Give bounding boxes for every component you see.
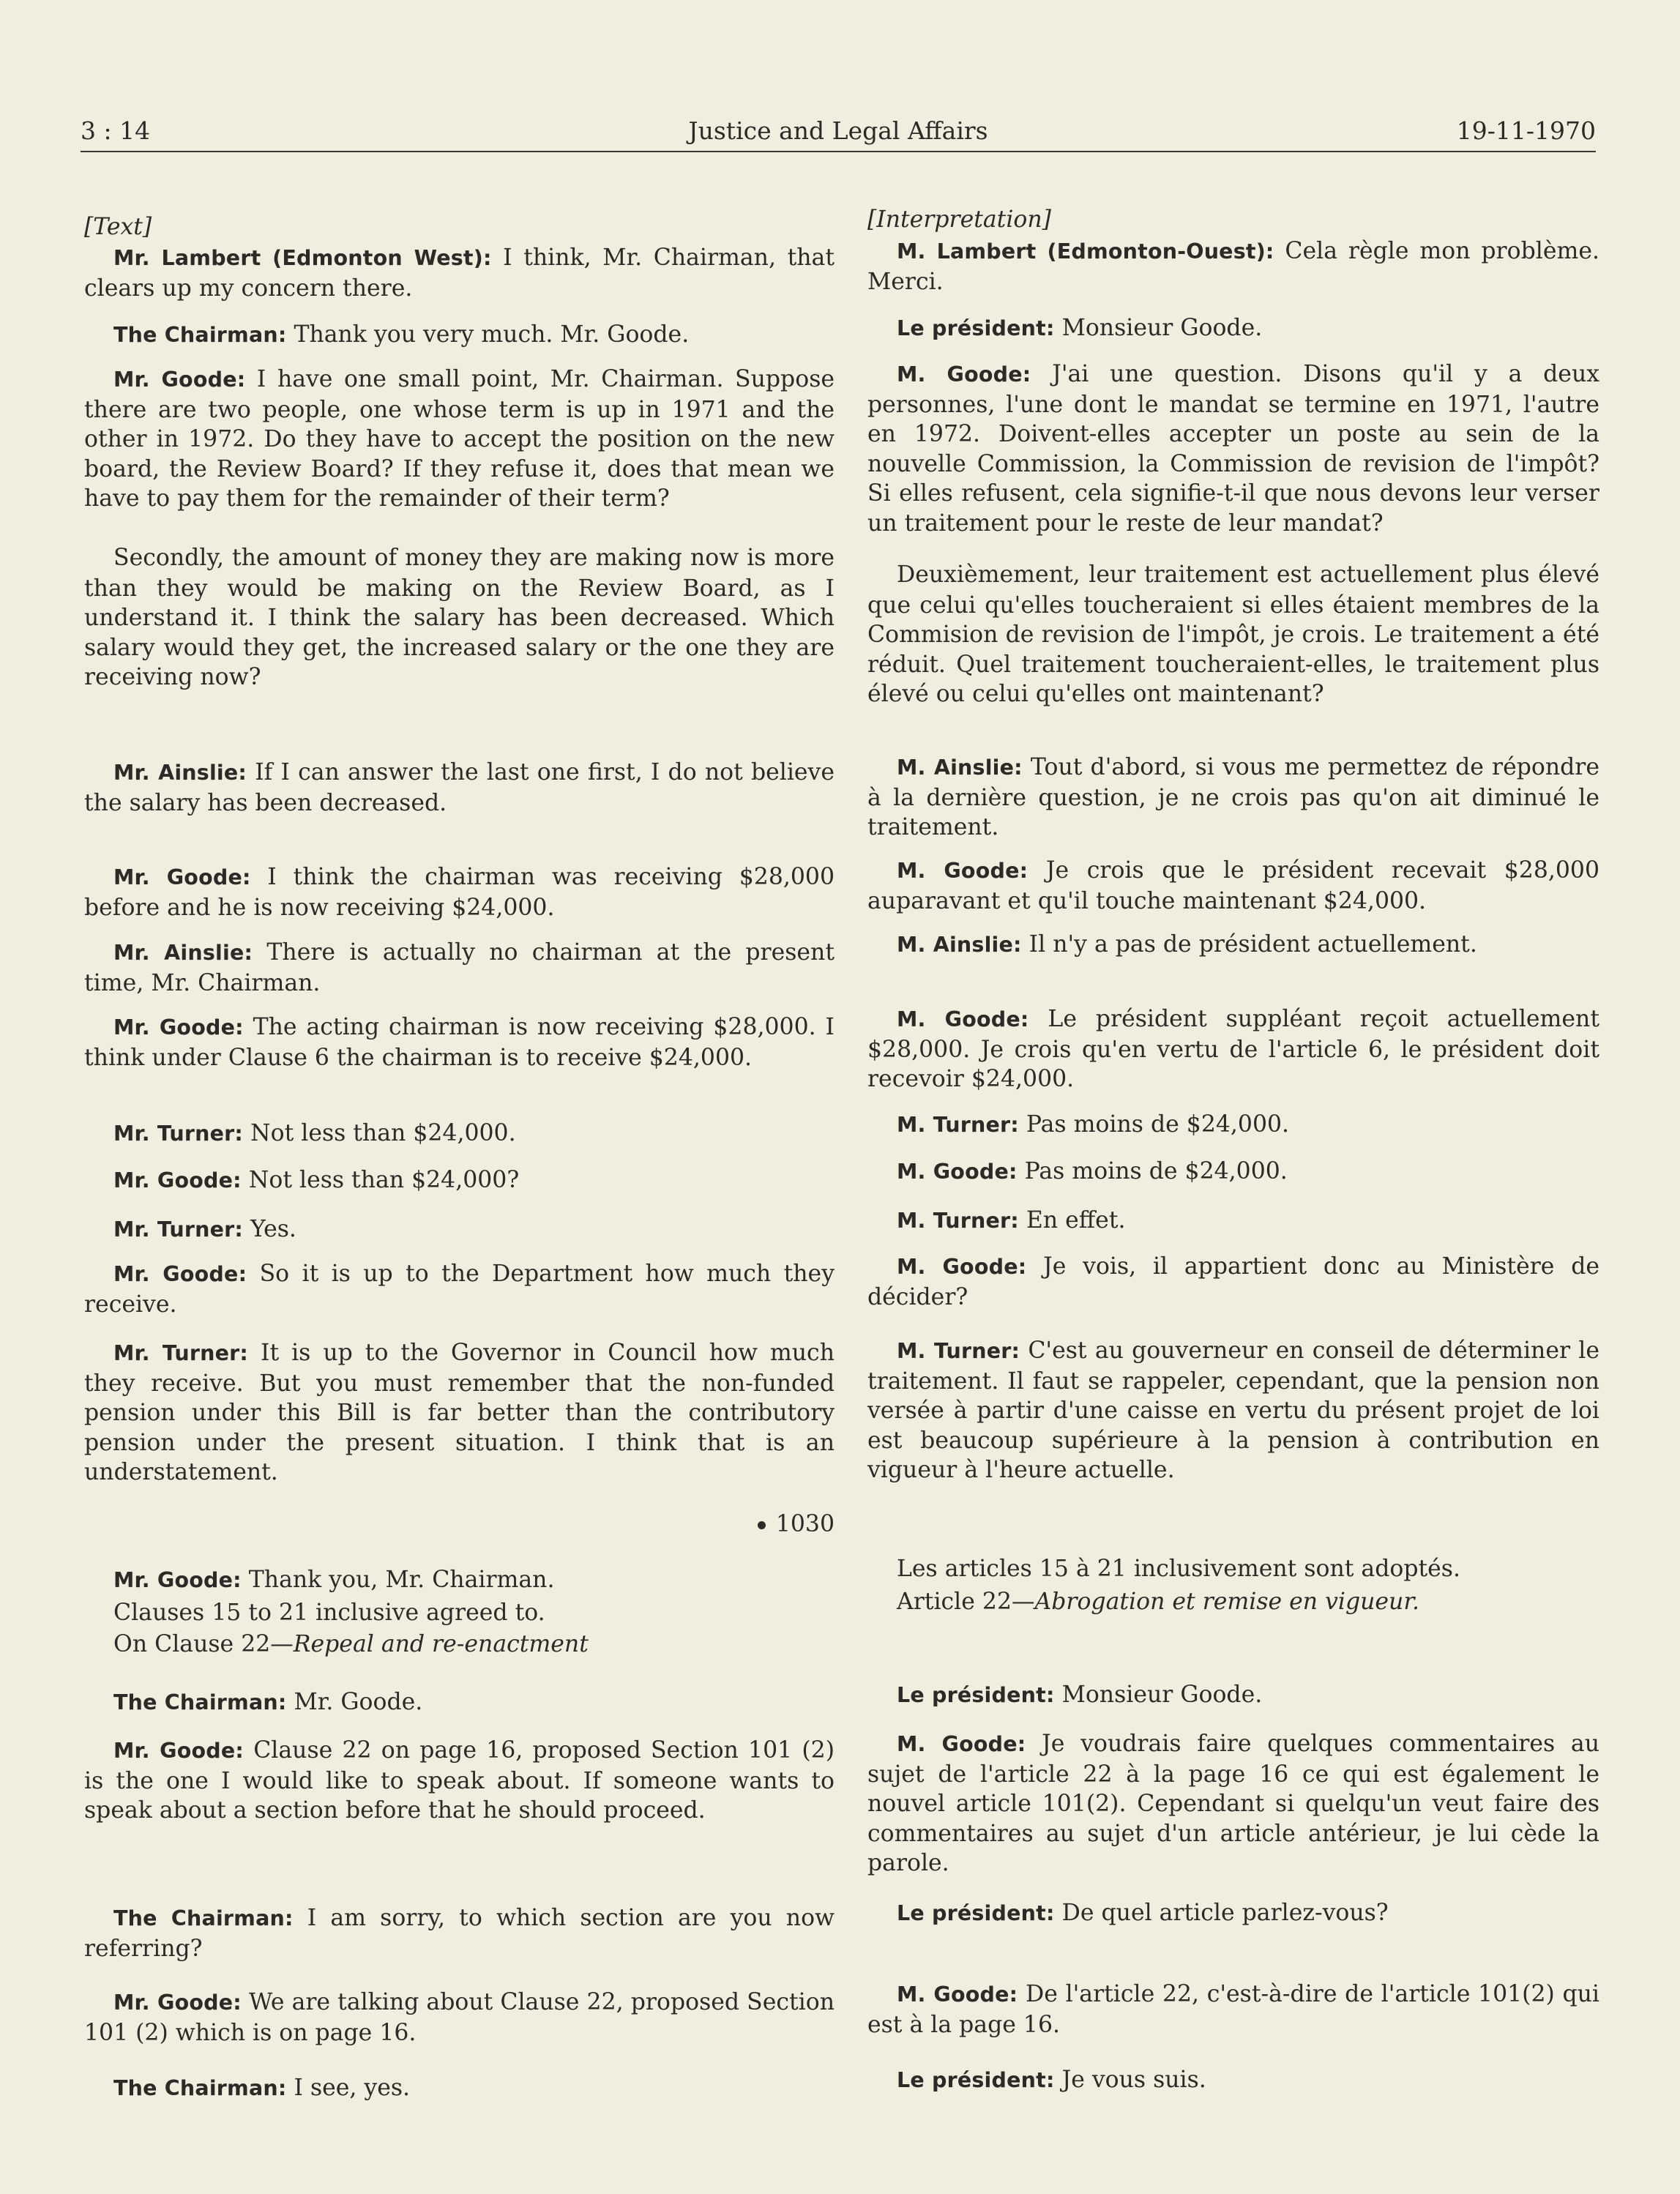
- paragraph: Mr. Lambert (Edmonton West): I think, Mr. Chairman, that clears up my concern there.: [84, 245, 835, 302]
- paragraph: M. Turner: C'est au gouverneur en conseil de déterminer le traitement. Il faut se rappeler, cependant, que la pension non versée à partir d'une caisse en vertu du présent projet de loi est beaucoup supérieure à la pension à contribution en vigueur à l'heure actuelle.: [867, 1337, 1599, 1483]
- paragraph: Mr. Turner: Yes.: [113, 1216, 296, 1242]
- paragraph: Article 22—Abrogation et remise en vigueur.: [897, 1589, 1419, 1615]
- paragraph: The Chairman: Thank you very much. Mr. Goode.: [113, 321, 690, 348]
- paragraph: Mr. Goode: We are talking about Clause 22, proposed Section 101 (2) which is on page 16.: [84, 1989, 835, 2046]
- paragraph: Clauses 15 to 21 inclusive agreed to.: [113, 1600, 545, 1626]
- paragraph: The Chairman: Mr. Goode.: [113, 1689, 423, 1715]
- paragraph: Le président: Je vous suis.: [897, 2067, 1206, 2093]
- paragraph: Deuxièmement, leur traitement est actuellement plus élevé que celui qu'elles toucheraient si elles étaient membres de la Commision de revision de l'impôt, je crois. Le traitement a été réduit. Quel traitement toucheraient-elles, le traitement plus élevé ou celui qu'elles ont maintenant?: [867, 561, 1599, 707]
- paragraph: Les articles 15 à 21 inclusivement sont adoptés.: [897, 1556, 1460, 1582]
- paragraph: Mr. Goode: Thank you, Mr. Chairman.: [113, 1567, 555, 1593]
- page-header: [81, 110, 1596, 152]
- paragraph: M. Ainslie: Tout d'abord, si vous me permettez de répondre à la dernière question, je ne crois pas qu'on ait diminué le traitement.: [867, 754, 1599, 840]
- paragraph: Mr. Ainslie: If I can answer the last one first, I do not believe the salary has been decreased.: [84, 759, 835, 816]
- paragraph: M. Goode: Pas moins de $24,000.: [897, 1158, 1288, 1184]
- page-number: 3 : 14: [81, 116, 151, 145]
- time-marker: 1030: [758, 1511, 835, 1537]
- paragraph: Mr. Goode: I have one small point, Mr. Chairman. Suppose there are two people, one whose term is up in 1971 and the other in 1972. Do they have to accept the position on the new board, the Review Board? If they refuse it, does that mean we have to pay them for the remainder of their term?: [84, 366, 835, 512]
- paragraph: Le président: De quel article parlez-vous?: [897, 1900, 1389, 1926]
- section-label: [Text]: [84, 214, 152, 240]
- paragraph: M. Goode: Je voudrais faire quelques commentaires au sujet de l'article 22 à la page 16 ce qui est également le nouvel article 101(2). Cependant si quelqu'un veut faire des commentaires au sujet d'un article antérieur, je lui cède la parole.: [867, 1731, 1600, 1876]
- paragraph: M. Turner: En effet.: [897, 1207, 1126, 1234]
- paragraph: On Clause 22—Repeal and re-enactment: [113, 1631, 589, 1657]
- section-label: [Interpretation]: [867, 206, 1051, 233]
- paragraph: Le président: Monsieur Goode.: [897, 315, 1263, 341]
- paragraph: The Chairman: I am sorry, to which section are you now referring?: [84, 1905, 835, 1962]
- bullet-icon: [758, 1521, 766, 1529]
- paragraph: Le président: Monsieur Goode.: [897, 1682, 1263, 1708]
- paragraph: The Chairman: I see, yes.: [113, 2075, 411, 2101]
- running-title: Justice and Legal Affairs: [688, 116, 988, 145]
- paragraph: Mr. Goode: Not less than $24,000?: [113, 1167, 520, 1193]
- paragraph: M. Goode: De l'article 22, c'est-à-dire de l'article 101(2) qui est à la page 16.: [867, 1981, 1599, 2038]
- paragraph: M. Turner: Pas moins de $24,000.: [897, 1111, 1290, 1138]
- paragraph: Mr. Goode: The acting chairman is now receiving $28,000. I think under Clause 6 the chairman is to receive $24,000.: [84, 1014, 835, 1071]
- paragraph: Mr. Goode: So it is up to the Department how much they receive.: [84, 1261, 835, 1318]
- header-date: 19-11-1970: [1456, 116, 1596, 145]
- paragraph: M. Lambert (Edmonton-Ouest): Cela règle mon problème. Merci.: [867, 238, 1599, 295]
- paragraph: M. Goode: Le président suppléant reçoit actuellement $28,000. Je crois qu'en vertu de l'article 6, le président doit recevoir $24,000.: [867, 1006, 1600, 1092]
- paragraph: Mr. Ainslie: There is actually no chairman at the present time, Mr. Chairman.: [84, 939, 835, 996]
- paragraph: M. Goode: J'ai une question. Disons qu'il y a deux personnes, l'une dont le mandat se termine en 1971, l'autre en 1972. Doivent-elles accepter un poste au sein de la nouvelle Commission, la Commission de revision de l'impôt? Si elles refusent, cela signifie-t-il que nous devons leur verser un traitement pour le reste de leur mandat?: [867, 361, 1600, 537]
- paragraph: M. Goode: Je vois, il appartient donc au Ministère de décider?: [867, 1253, 1600, 1310]
- paragraph: Secondly, the amount of money they are making now is more than they would be making on the Review Board, as I understand it. I think the salary has been decreased. Which salary would they get, the increased salary or the one they are receiving now?: [84, 545, 835, 690]
- paragraph: Mr. Goode: I think the chairman was receiving $28,000 before and he is now receiving $24,000.: [84, 864, 835, 921]
- paragraph: M. Goode: Je crois que le président recevait $28,000 auparavant et qu'il touche maintenant $24,000.: [867, 857, 1600, 914]
- paragraph: Mr. Goode: Clause 22 on page 16, proposed Section 101 (2) is the one I would like to speak about. If someone wants to speak about a section before that he should proceed.: [84, 1737, 835, 1824]
- paragraph: Mr. Turner: Not less than $24,000.: [113, 1120, 516, 1146]
- paragraph: M. Ainslie: Il n'y a pas de président actuellement.: [897, 931, 1477, 958]
- paragraph: Mr. Turner: It is up to the Governor in Council how much they receive. But you must remember that the non-funded pension under this Bill is far better than the contributory pension under the present situation. I think that is an understatement.: [84, 1340, 835, 1485]
